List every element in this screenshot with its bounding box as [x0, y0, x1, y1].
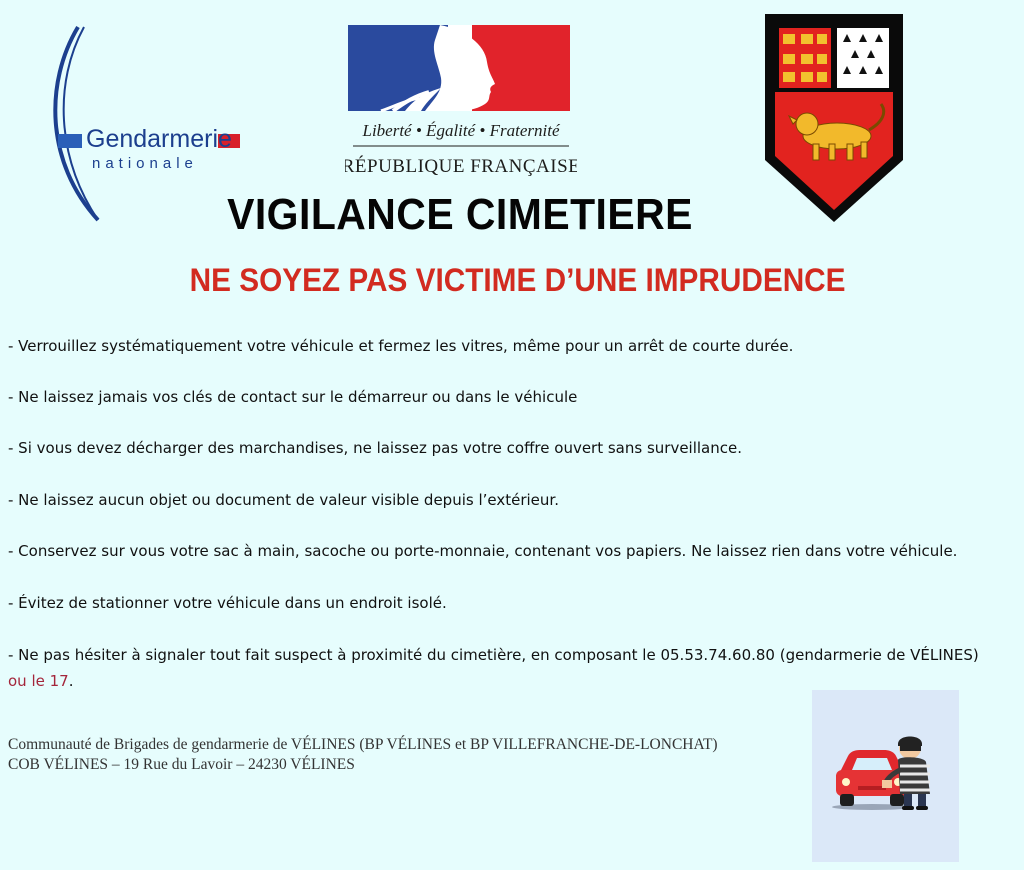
advice-item-parking: - Évitez de stationner votre véhicule dans un endroit isolé.	[8, 594, 447, 612]
footer-line-brigade: Communauté de Brigades de gendarmerie de VÉLINES (BP VÉLINES et BP VILLEFRANCHE-DE-LONCHAT)	[8, 736, 718, 753]
advice-item-lock-vehicle: - Verrouillez systématiquement votre véhicule et fermez les vitres, même pour un arrêt de courte durée.	[8, 337, 794, 355]
republique-motto: Liberté • Égalité • Fraternité	[362, 121, 560, 140]
footer-line-address: COB VÉLINES – 19 Rue du Lavoir – 24230 VÉLINES	[8, 756, 355, 773]
gendarmerie-word: Gendarmerie	[86, 125, 232, 153]
advice-item-keys: - Ne laissez jamais vos clés de contact sur le démarreur ou dans le véhicule	[8, 388, 578, 406]
car-thief-illustration	[812, 690, 959, 862]
advice-item-report	[8, 642, 1023, 694]
period: .	[68, 672, 74, 690]
advice-report-line: - Ne pas hésiter à signaler tout fait suspect à proximité du cimetière, en composant le 05.53.74.60.80 (gendarmerie de VÉLINES)	[8, 646, 979, 664]
footer-address	[8, 735, 768, 775]
advice-item-trunk: - Si vous devez décharger des marchandises, ne laissez pas votre coffre ouvert sans surveillance.	[8, 439, 743, 457]
republique-francaise-logo	[345, 22, 577, 187]
advice-item-bag: - Conservez sur vous votre sac à main, sacoche ou porte-monnaie, contenant vos papiers. Ne laissez rien dans votre véhicule.	[8, 542, 958, 560]
page-title: VIGILANCE CIMETIERE	[227, 190, 693, 239]
page-subtitle: NE SOYEZ PAS VICTIME D’UNE IMPRUDENCE	[189, 262, 846, 298]
republique-name: RÉPUBLIQUE FRANÇAISE	[345, 156, 577, 177]
advice-item-valuables: - Ne laissez aucun objet ou document de valeur visible depuis l’extérieur.	[8, 491, 559, 509]
emergency-number: ou le 17	[8, 672, 69, 690]
nationale-word: nationale	[92, 155, 198, 172]
